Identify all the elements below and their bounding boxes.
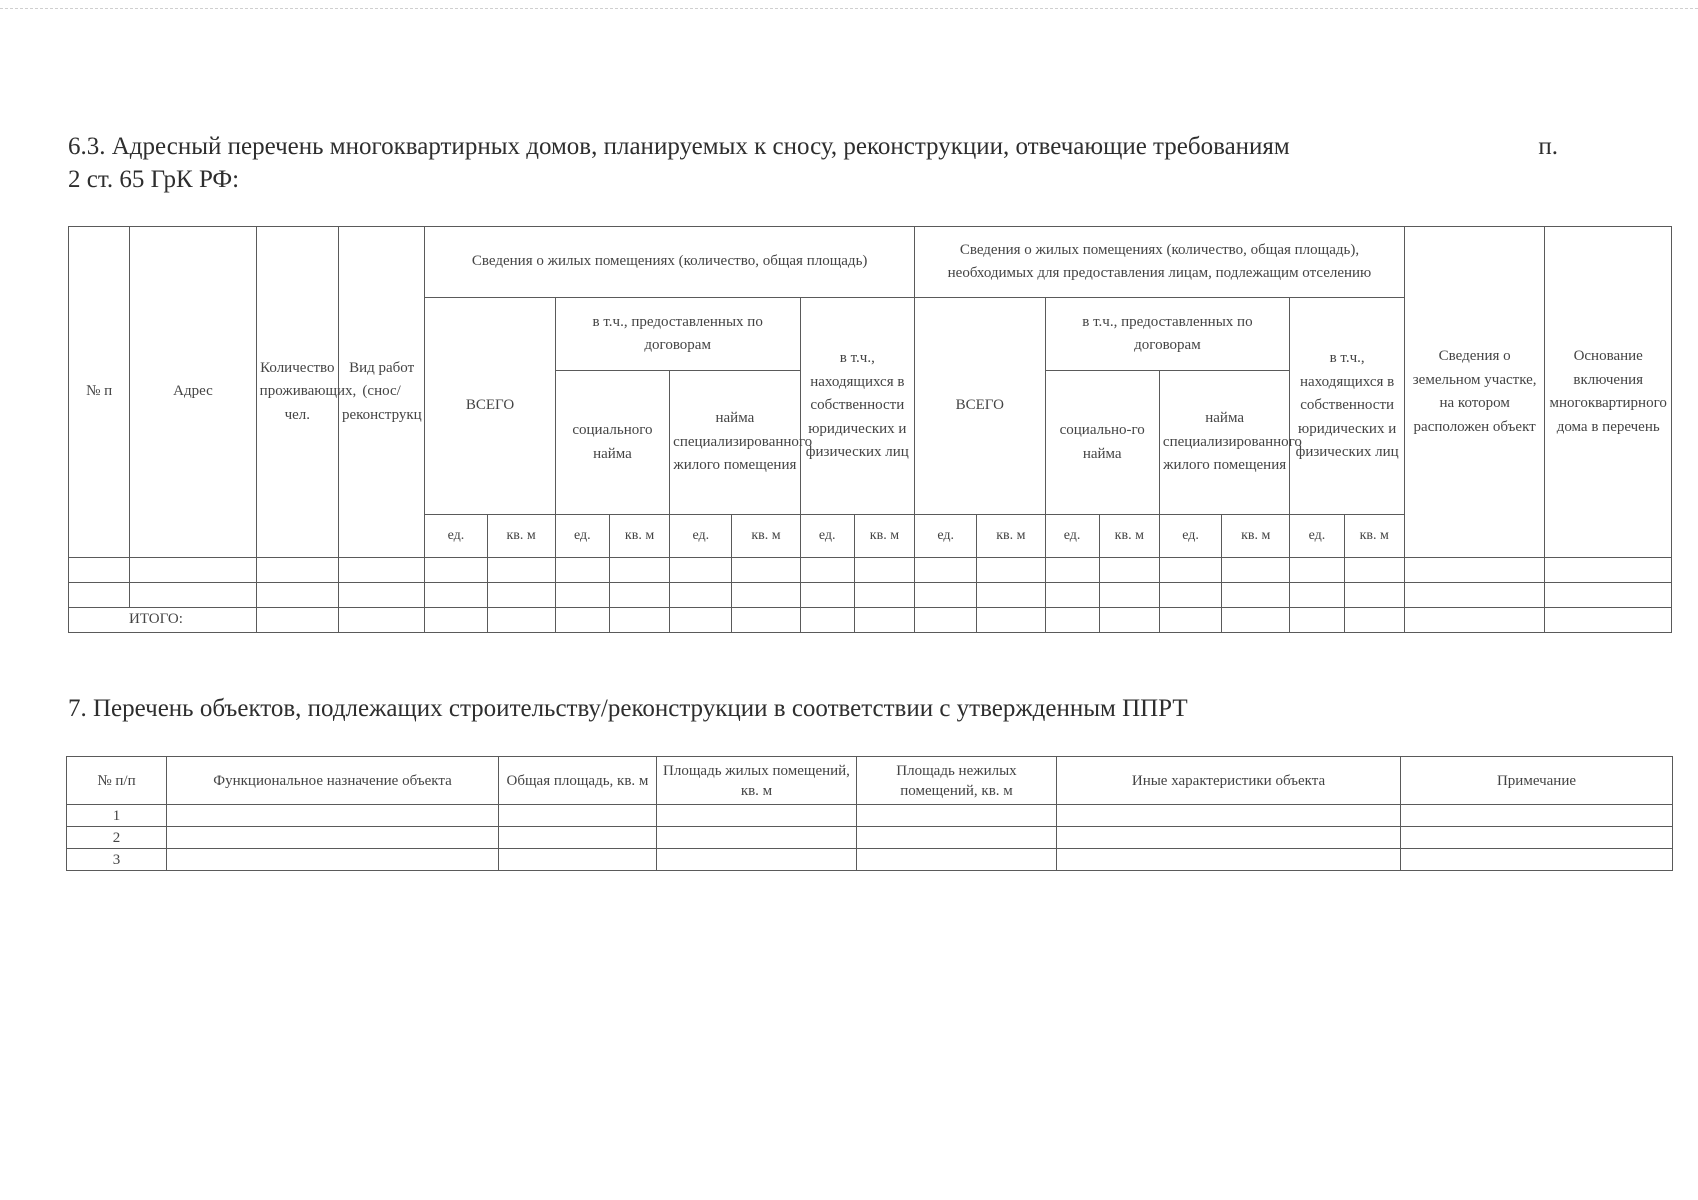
unit-ed: ед. — [915, 515, 977, 558]
header-owned-b: в т.ч., находящихся в собственности юридических и физических лиц — [1290, 298, 1405, 515]
header-group-current-premises: Сведения о жилых помещениях (количество, общая площадь) — [425, 227, 915, 298]
header-function: Функциональное назначение объекта — [167, 757, 499, 805]
row-number: 1 — [67, 805, 167, 827]
section-6-3-heading — [68, 130, 1608, 196]
construction-objects-table — [66, 756, 1673, 871]
header-land-plot: Сведения о земельном участке, на котором расположен объект — [1404, 227, 1545, 558]
header-residential-area: Площадь жилых помещений, кв. м — [657, 757, 857, 805]
header-total-b: ВСЕГО — [915, 298, 1045, 515]
section-6-3-heading-line1: 6.3. Адресный перечень многоквартирных домов, планируемых к сносу, реконструкции, отвечающие требованиям — [68, 133, 1290, 160]
itogo-label: ИТОГО: — [69, 608, 257, 633]
header-total-a: ВСЕГО — [425, 298, 555, 515]
header-social-a: социального найма — [555, 371, 669, 515]
unit-sq: кв. м — [487, 515, 555, 558]
header-num: № п — [69, 227, 130, 558]
unit-sq: кв. м — [1344, 515, 1404, 558]
unit-ed: ед. — [800, 515, 854, 558]
section-6-3-paragraph-mark: п. — [1538, 133, 1558, 160]
header-note: Примечание — [1401, 757, 1673, 805]
header-owned-a: в т.ч., находящихся в собственности юридических и физических лиц — [800, 298, 914, 515]
unit-ed: ед. — [670, 515, 732, 558]
unit-sq: кв. м — [977, 515, 1045, 558]
header-work-type: Вид работ (снос/ реконструкц — [338, 227, 424, 558]
table-row — [67, 827, 1673, 849]
unit-ed: ед. — [425, 515, 487, 558]
table-row — [69, 583, 1672, 608]
header-by-contracts-b: в т.ч., предоставленных по договорам — [1045, 298, 1290, 371]
row-number: 3 — [67, 849, 167, 871]
header-special-b: найма специализированного жилого помещения — [1159, 371, 1289, 515]
table-row — [67, 805, 1673, 827]
unit-sq: кв. м — [732, 515, 800, 558]
header-residents: Количество проживающих, чел. — [256, 227, 338, 558]
section-6-3-heading-line2: 2 ст. 65 ГрК РФ: — [68, 166, 240, 193]
unit-sq: кв. м — [1099, 515, 1159, 558]
unit-ed: ед. — [555, 515, 609, 558]
unit-sq: кв. м — [854, 515, 914, 558]
header-social-b: социально-го найма — [1045, 371, 1159, 515]
demolition-buildings-table — [68, 226, 1672, 633]
header-num: № п/п — [67, 757, 167, 805]
header-by-contracts-a: в т.ч., предоставленных по договорам — [555, 298, 800, 371]
itogo-row — [69, 608, 1672, 633]
unit-ed: ед. — [1159, 515, 1221, 558]
header-total-area: Общая площадь, кв. м — [499, 757, 657, 805]
table-row — [67, 849, 1673, 871]
unit-sq: кв. м — [609, 515, 669, 558]
header-other-characteristics: Иные характеристики объекта — [1057, 757, 1401, 805]
row-number: 2 — [67, 827, 167, 849]
unit-sq: кв. м — [1222, 515, 1290, 558]
table-row — [69, 558, 1672, 583]
unit-ed: ед. — [1290, 515, 1344, 558]
scan-edge-line — [0, 8, 1698, 9]
section-7-heading: 7. Перечень объектов, подлежащих строительству/реконструкции в соответствии с утвержденным ППРТ — [68, 695, 1188, 722]
unit-ed: ед. — [1045, 515, 1099, 558]
header-inclusion-basis: Основание включения многоквартирного дома в перечень — [1545, 227, 1672, 558]
header-special-a: найма специализированного жилого помещения — [670, 371, 800, 515]
header-nonresidential-area: Площадь нежилых помещений, кв. м — [857, 757, 1057, 805]
header-group-required-premises: Сведения о жилых помещениях (количество, общая площадь), необходимых для предоставления лицам, подлежащим отселению — [915, 227, 1405, 298]
header-address: Адрес — [130, 227, 256, 558]
